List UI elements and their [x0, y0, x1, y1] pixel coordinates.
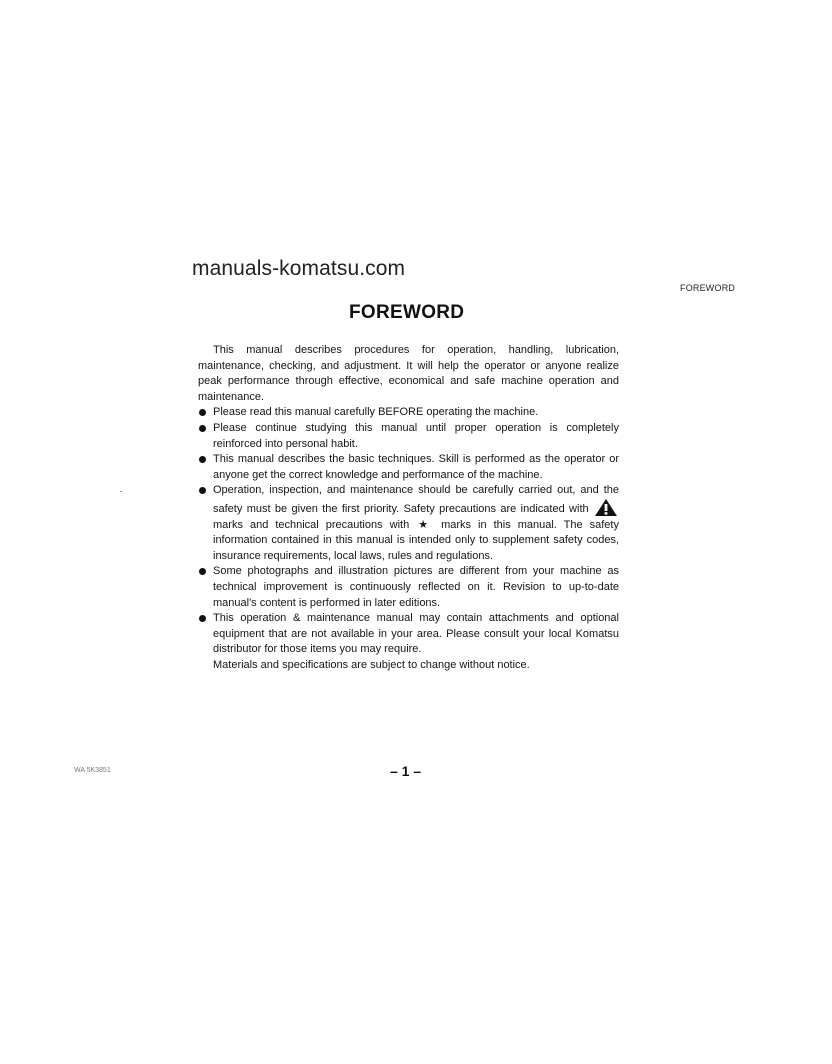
bullet-icon — [199, 568, 206, 575]
section-header-label: FOREWORD — [680, 283, 736, 293]
model-code: WA 5K3851 — [74, 767, 111, 774]
warning-triangle-icon — [595, 499, 617, 516]
safety-text-part1: Operation, inspection, and maintenance should be carefully carried out, and the safety must be given the first priority. Safety precautions are indicated with — [213, 484, 619, 515]
list-item — [198, 421, 619, 452]
list-item — [198, 564, 619, 611]
list-item — [198, 405, 619, 421]
star-icon: ★ — [418, 518, 433, 531]
bullet-icon — [199, 425, 206, 432]
bullet-icon — [199, 615, 206, 622]
bullet-icon — [199, 487, 206, 494]
list-item-text: Please read this manual carefully BEFORE operating the machine. — [213, 406, 539, 419]
safety-text-part2: marks and technical precautions with — [213, 518, 410, 531]
page-number: – 1 – — [390, 763, 422, 779]
list-item-text: This manual describes the basic techniques. Skill is performed as the operator or anyone get the correct knowledge and performance of the machine. — [213, 453, 619, 481]
scan-speck — [120, 491, 122, 492]
safety-text-part3: marks in this manual. The safety information contained in this manual is intended only to supplement safety codes, insurance requirements, local laws, rules and regulations. — [213, 518, 619, 562]
list-item-text: This operation & maintenance manual may contain attachments and optional equipment that are not available in your area. Please consult your local Komatsu distributor for those items you may require. — [213, 612, 619, 656]
list-item-text: Some photographs and illustration pictures are different from your machine as technical improvement is continuously reflected on it. Revision to up-to-date manual's content is performed in later editions. — [213, 565, 619, 609]
foreword-body — [198, 343, 619, 673]
intro-paragraph: This manual describes procedures for operation, handling, lubrication, maintenance, checking, and adjustment. It will help the operator or anyone realize peak performance through effective, economical and safe machine operation and maintenance. — [198, 344, 619, 403]
page-title: FOREWORD — [349, 302, 465, 323]
watermark-text: manuals-komatsu.com — [192, 257, 406, 280]
closing-note: Materials and specifications are subject to change without notice. — [213, 658, 530, 671]
bullet-icon — [199, 456, 206, 463]
list-item — [198, 452, 619, 483]
foreword-bullet-list — [198, 405, 619, 658]
list-item-safety — [198, 483, 619, 564]
list-item-text: Please continue studying this manual until proper operation is completely reinforced into personal habit. — [213, 421, 619, 450]
bullet-icon — [199, 409, 206, 416]
list-item — [198, 611, 619, 658]
